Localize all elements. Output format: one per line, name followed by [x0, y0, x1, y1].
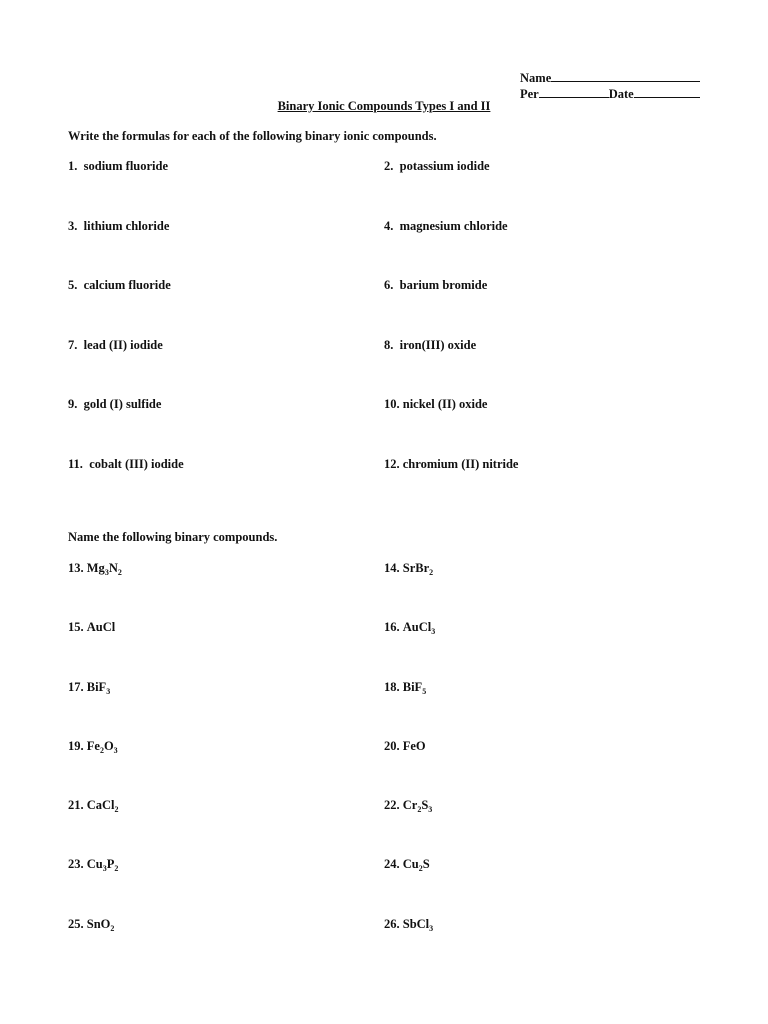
question-item [68, 739, 118, 753]
compound-name: sodium fluoride [83, 159, 169, 173]
question-item [384, 219, 508, 233]
question-number: 13. [68, 561, 87, 575]
compound-name: barium bromide [399, 278, 488, 292]
question-number: 15. [68, 620, 87, 634]
section1-instruction: Write the formulas for each of the following binary ionic compounds. [68, 129, 437, 143]
question-item [68, 159, 168, 173]
question-item [384, 620, 435, 634]
question-number: 20. [384, 739, 403, 753]
question-number: 6. [384, 278, 394, 292]
question-item [384, 278, 487, 292]
chemical-formula: $Mg_3N_2$ [86, 561, 122, 577]
compound-name: lithium chloride [83, 219, 170, 233]
compound-name: lead (II) iodide [83, 338, 163, 352]
question-item [68, 680, 110, 694]
chemical-formula: SnO$_2$ [86, 917, 115, 933]
chemical-formula: $Cu_2S$ [402, 857, 430, 873]
chemical-formula: SbCl$_3$ [402, 917, 434, 933]
question-item [384, 739, 426, 753]
question-number: 12. [384, 457, 400, 471]
question-item [384, 457, 519, 471]
question-number: 11. [68, 457, 83, 471]
question-item [68, 917, 114, 931]
chemical-formula: SrBr$_2$ [402, 561, 434, 577]
chemical-formula: AuCl$_3$ [402, 620, 436, 636]
name-label: Name [520, 71, 552, 85]
question-item [68, 798, 119, 812]
question-number: 19. [68, 739, 87, 753]
question-number: 10. [384, 397, 400, 411]
question-number: 5. [68, 278, 78, 292]
question-item [68, 397, 161, 411]
question-number: 21. [68, 798, 87, 812]
name-field[interactable] [520, 70, 700, 85]
question-item [384, 857, 430, 871]
chemical-formula: $Fe_2O_3$ [86, 739, 118, 755]
compound-name: cobalt (III) iodide [89, 457, 184, 471]
question-item [384, 680, 426, 694]
chemical-formula: BiF$_3$ [86, 680, 111, 696]
question-number: 7. [68, 338, 78, 352]
chemical-formula: BiF$_5$ [402, 680, 427, 696]
compound-name: chromium (II) nitride [402, 457, 519, 471]
question-number: 23. [68, 857, 87, 871]
question-item [384, 561, 433, 575]
question-item [68, 620, 115, 634]
date-label: Date [608, 87, 634, 101]
question-number: 3. [68, 219, 78, 233]
question-item [68, 338, 163, 352]
compound-name: calcium fluoride [83, 278, 171, 292]
compound-name: magnesium chloride [399, 219, 508, 233]
date-blank[interactable] [634, 86, 700, 98]
chemical-formula: $Cu_3P_2$ [86, 857, 119, 873]
question-item [384, 798, 432, 812]
compound-name: iron(III) oxide [399, 338, 477, 352]
question-item [68, 219, 169, 233]
question-item [384, 338, 476, 352]
per-label: Per [520, 87, 539, 101]
per-blank[interactable] [539, 86, 609, 98]
question-number: 8. [384, 338, 394, 352]
section2-instruction: Name the following binary compounds. [68, 530, 278, 544]
question-item [384, 159, 490, 173]
question-number: 9. [68, 397, 78, 411]
worksheet-title: Binary Ionic Compounds Types I and II [277, 99, 491, 113]
name-blank[interactable] [551, 70, 700, 82]
question-number: 25. [68, 917, 87, 931]
question-item [68, 278, 171, 292]
question-number: 17. [68, 680, 87, 694]
question-number: 1. [68, 159, 78, 173]
question-item [384, 397, 487, 411]
chemical-formula: AuCl [86, 620, 116, 634]
question-item [384, 917, 433, 931]
question-number: 18. [384, 680, 403, 694]
chemical-formula: $Cr_2S_3$ [402, 798, 433, 814]
question-item [68, 457, 184, 471]
compound-name: gold (I) sulfide [83, 397, 162, 411]
question-number: 24. [384, 857, 403, 871]
question-number: 16. [384, 620, 403, 634]
chemical-formula: FeO [402, 739, 426, 753]
chemical-formula: CaCl$_2$ [86, 798, 119, 814]
compound-name: potassium iodide [399, 159, 490, 173]
question-number: 2. [384, 159, 394, 173]
question-number: 14. [384, 561, 403, 575]
question-item [68, 561, 122, 575]
question-number: 22. [384, 798, 403, 812]
compound-name: nickel (II) oxide [402, 397, 488, 411]
question-item [68, 857, 118, 871]
question-number: 4. [384, 219, 394, 233]
question-number: 26. [384, 917, 403, 931]
